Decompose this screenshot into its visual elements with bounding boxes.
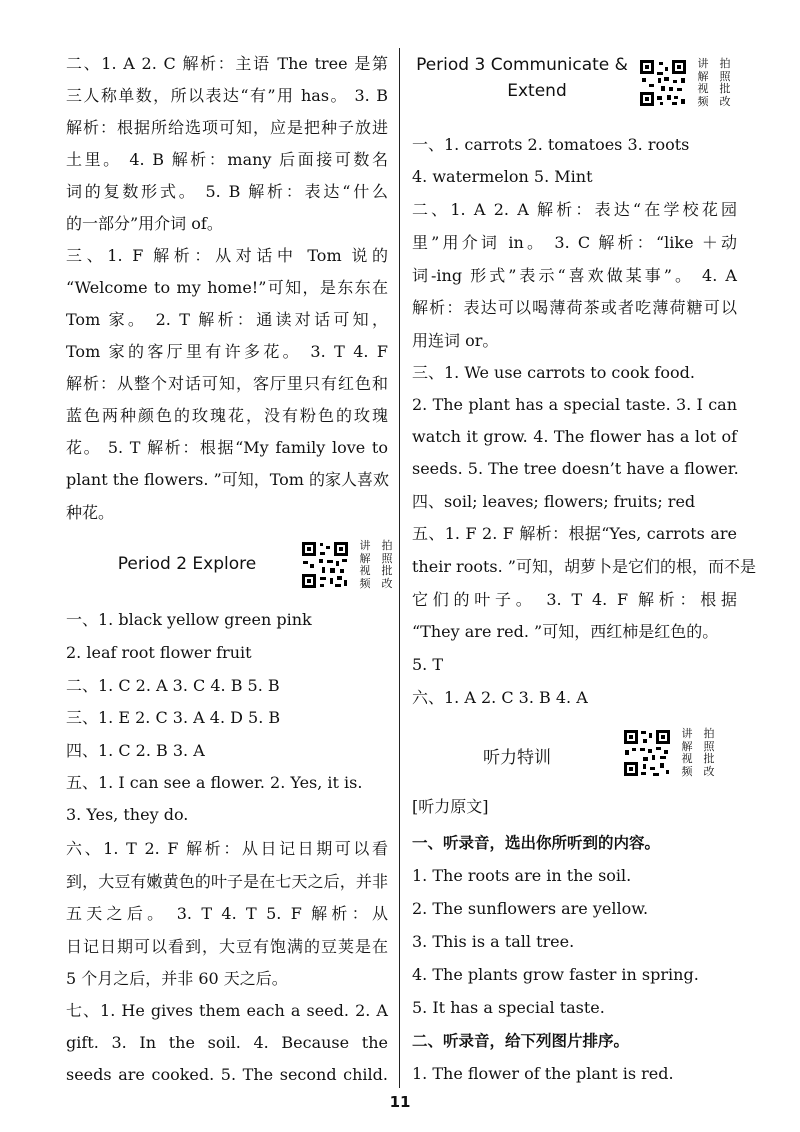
text-line: 里”用介词 in。 3. C 解析：“like ＋动 [412, 233, 737, 252]
text-line: 解析：从整个对话可知，客厅里只有红色和 [66, 374, 388, 393]
text-line: their roots. ”可知，胡萝卜是它们的根，而不是 [412, 557, 756, 576]
period3-title-line2: Extend [507, 81, 567, 101]
text-line: Tom 家的客厅里有许多花。 3. T 4. F [66, 342, 388, 361]
text-line: 二、1. A 2. A 解析：表达“在学校花园 [412, 200, 737, 219]
text-line: 2. The sunflowers are yellow. [412, 899, 649, 918]
text-line: 土里。 4. B 解析：many 后面接可数名 [66, 150, 388, 169]
text-line: “Welcome to my home!”可知，是东东在 [66, 278, 388, 297]
text-line: 一、1. black yellow green pink [66, 610, 312, 629]
qr-caption: 讲 拍 解 照 视 批 频 改 [359, 539, 393, 590]
text-line: 三、1. E 2. C 3. A 4. D 5. B [66, 708, 281, 727]
text-line: 5. T [412, 655, 444, 674]
text-line: 1. The flower of the plant is red. [412, 1064, 674, 1083]
text-line: 七、1. He gives them each a seed. 2. A [66, 1001, 388, 1020]
text-line: 2. leaf root flower fruit [66, 643, 252, 662]
text-line: 4. watermelon 5. Mint [412, 167, 593, 186]
qr-caption: 讲 拍 解 照 视 批 频 改 [697, 57, 731, 108]
text-line: seeds are cooked. 5. The second child. [66, 1065, 388, 1084]
listening-heading: 二、听录音，给下列图片排序。 [412, 1032, 630, 1050]
page-number: 11 [389, 1093, 411, 1111]
text-line: [听力原文] [412, 797, 489, 816]
text-line: 五、1. F 2. F 解析：根据“Yes, carrots are [412, 524, 737, 543]
text-line: 一、1. carrots 2. tomatoes 3. roots [412, 135, 690, 154]
text-line: plant the flowers. ”可知，Tom 的家人喜欢 [66, 470, 390, 489]
text-line: 六、1. A 2. C 3. B 4. A [412, 688, 588, 707]
text-line: 3. Yes, they do. [66, 805, 189, 824]
text-line: 三人称单数，所以表达“有”用 has。 3. B [66, 86, 388, 105]
qr-code-icon [622, 728, 672, 778]
text-line: gift. 3. In the soil. 4. Because the [66, 1033, 388, 1052]
text-line: 四、1. C 2. B 3. A [66, 741, 205, 760]
text-line: 的一部分”用介词 of。 [66, 214, 223, 233]
qr-code-listening[interactable] [622, 728, 722, 778]
text-line: 词-ing 形式”表示“喜欢做某事”。 4. A [412, 266, 737, 285]
text-line: 5. It has a special taste. [412, 998, 605, 1017]
text-line: 六、1. T 2. F 解析：从日记日期可以看 [66, 839, 388, 858]
text-line: 3. This is a tall tree. [412, 932, 575, 951]
text-line: 日记日期可以看到，大豆有饱满的豆荚是在 [66, 937, 388, 956]
qr-code-icon [300, 540, 350, 590]
text-line: 五、1. I can see a flower. 2. Yes, it is. [66, 773, 363, 792]
text-line: 种花。 [66, 503, 115, 522]
text-line: 用连词 or。 [412, 331, 499, 350]
qr-code-period3[interactable] [638, 58, 738, 108]
text-line: 解析：表达可以喝薄荷茶或者吃薄荷糖可以 [412, 298, 737, 317]
text-line: 1. The roots are in the soil. [412, 866, 632, 885]
text-line: 它们的叶子。 3. T 4. F 解析：根据 [412, 590, 737, 609]
text-line: 2. The plant has a special taste. 3. I can [412, 395, 737, 414]
period2-title: Period 2 Explore [117, 554, 257, 574]
text-line: 二、1. A 2. C 解析：主语 The tree 是第 [66, 54, 388, 73]
text-line: 5 个月之后，并非 60 天之后。 [66, 969, 288, 988]
period3-title [412, 52, 632, 104]
text-line: seeds. 5. The tree doesn’t have a flower. [412, 459, 739, 478]
text-line: 二、1. C 2. A 3. C 4. B 5. B [66, 676, 280, 695]
period3-title-line1: Period 3 Communicate & [416, 55, 628, 75]
text-line: “They are red. ”可知，西红柿是红色的。 [412, 622, 719, 641]
listening-title: 听力特训 [483, 748, 551, 768]
text-line: 三、1. We use carrots to cook food. [412, 363, 695, 382]
text-line: 到，大豆有嫩黄色的叶子是在七天之后，并非 [66, 872, 388, 891]
text-line: 五天之后。 3. T 4. T 5. F 解析：从 [66, 904, 388, 923]
text-line: 词的复数形式。 5. B 解析：表达“什么 [66, 182, 388, 201]
text-line: 四、soil; leaves; flowers; fruits; red [412, 492, 696, 511]
text-line: 三、1. F 解析：从对话中 Tom 说的 [66, 246, 388, 265]
qr-code-icon [638, 58, 688, 108]
text-line: 蓝色两种颜色的玫瑰花，没有粉色的玫瑰 [66, 406, 388, 425]
text-line: watch it grow. 4. The flower has a lot of [412, 427, 737, 446]
text-line: 花。 5. T 解析：根据“My family love to [66, 438, 388, 457]
text-line: 4. The plants grow faster in spring. [412, 965, 699, 984]
listening-heading: 一、听录音，选出你所听到的内容。 [412, 834, 661, 852]
text-line: Tom 家。 2. T 解析：通读对话可知， [66, 310, 388, 329]
qr-code-period2[interactable] [300, 540, 400, 590]
qr-caption: 讲 拍 解 照 视 批 频 改 [681, 727, 715, 778]
text-line: 解析：根据所给选项可知，应是把种子放进 [66, 118, 388, 137]
